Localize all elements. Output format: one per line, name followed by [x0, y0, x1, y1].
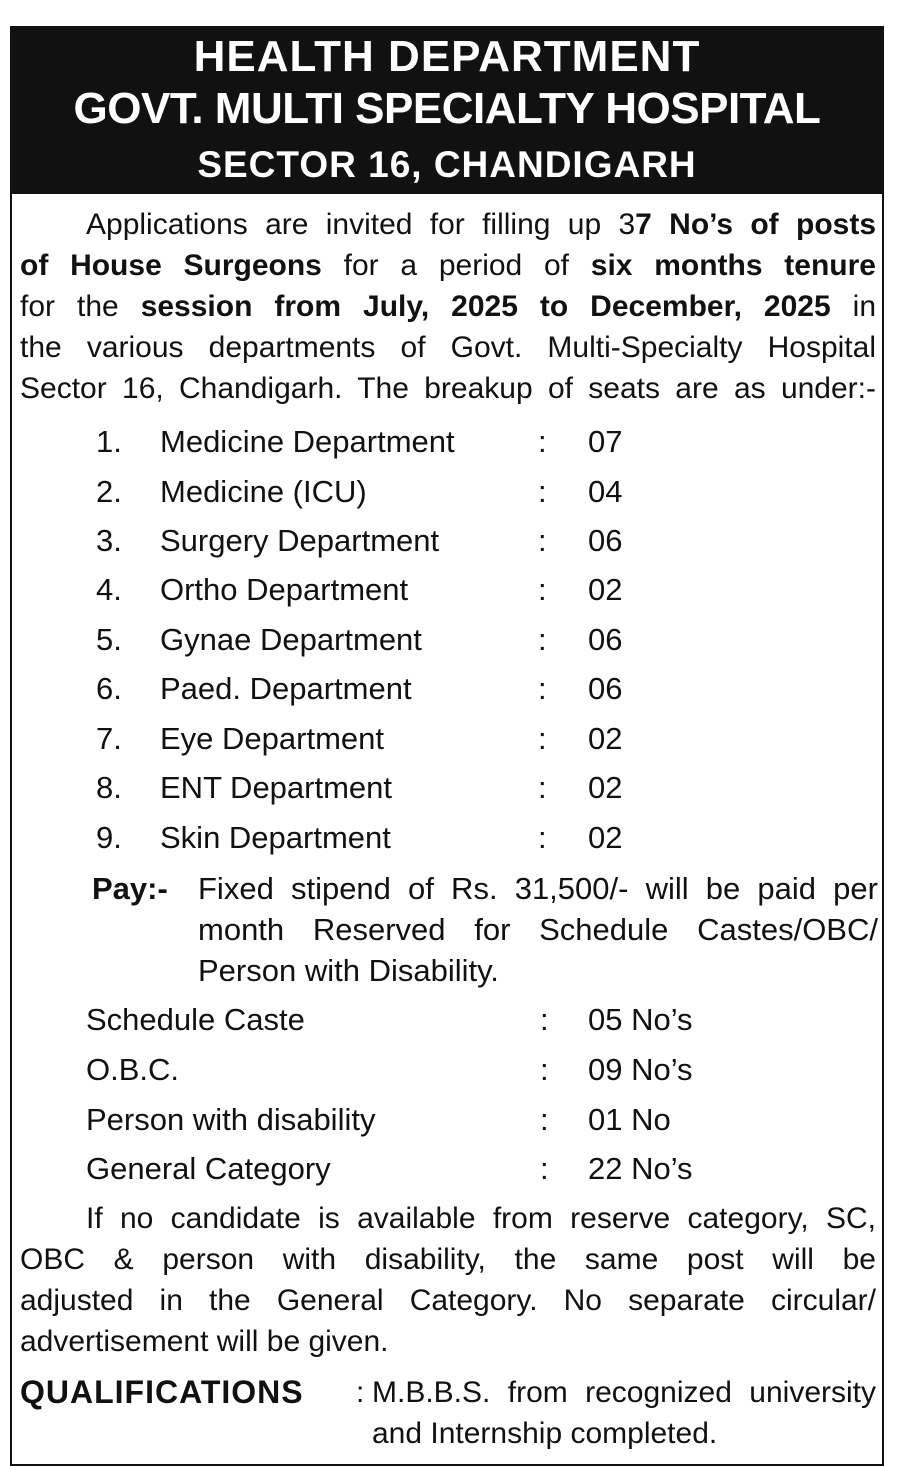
- department-name: Paed. Department: [160, 671, 412, 706]
- department-name: Ortho Department: [160, 572, 409, 607]
- intro-paragraph: [20, 204, 876, 409]
- intro-line-4: the various departments of Govt. Multi-Specialty Hospital: [20, 331, 876, 364]
- department-name: Gynae Department: [160, 622, 422, 657]
- department-name: Medicine (ICU): [160, 474, 367, 509]
- category-name: General Category: [86, 1151, 331, 1186]
- header-location: SECTOR 16, CHANDIGARH: [197, 144, 697, 185]
- intro-line-5: Sector 16, Chandigarh. The breakup of seats are as under:-: [20, 372, 876, 405]
- department-name: Eye Department: [160, 721, 384, 756]
- note-line-2: OBC & person with disability, the same post will be: [20, 1243, 876, 1276]
- note-line-3: adjusted in the General Category. No separate circular/: [20, 1284, 876, 1317]
- pay-label: Pay:-: [92, 871, 168, 906]
- notice-header: [10, 26, 884, 194]
- department-name: Surgery Department: [160, 523, 440, 558]
- intro-line-3: for the session from July, 2025 to December, 2025 in: [20, 290, 877, 323]
- department-name: ENT Department: [160, 770, 393, 805]
- department-name: Medicine Department: [160, 424, 455, 459]
- department-name: Skin Department: [160, 820, 391, 855]
- category-name: O.B.C.: [86, 1052, 180, 1087]
- category-count: 01 No: [588, 1102, 671, 1137]
- note-paragraph: [20, 1198, 876, 1362]
- department-seats: 02: [588, 770, 623, 805]
- department-seats: 02: [588, 572, 623, 607]
- category-count: 22 No’s: [588, 1151, 693, 1186]
- department-seats: 06: [588, 671, 623, 706]
- intro-line-2: of House Surgeons for a period of six months tenure: [20, 249, 876, 282]
- note-line-4: advertisement will be given.: [20, 1325, 389, 1358]
- department-seats: 02: [588, 721, 623, 756]
- pay-text: Fixed stipend of Rs. 31,500/- will be paid per month Reserved for Schedule Castes/OBC/ Person with Disability.: [198, 871, 878, 988]
- department-seats: 02: [588, 820, 623, 855]
- category-count: 05 No’s: [588, 1002, 693, 1037]
- department-seats: 04: [588, 474, 623, 509]
- department-seats: 07: [588, 424, 623, 459]
- qualifications-text: M.B.B.S. from recognized university and Internship completed.: [372, 1376, 876, 1450]
- department-seats: 06: [588, 523, 623, 558]
- category-name: Person with disability: [86, 1102, 376, 1137]
- header-hospital: GOVT. MULTI SPECIALTY HOSPITAL: [73, 84, 821, 133]
- header-department: HEALTH DEPARTMENT: [193, 32, 701, 81]
- category-count: 09 No’s: [588, 1052, 693, 1087]
- intro-line-1: Applications are invited for filling up 37 No’s of posts: [86, 208, 876, 241]
- department-seats: 06: [588, 622, 623, 657]
- note-line-1: If no candidate is available from reserve category, SC,: [86, 1202, 876, 1235]
- qualifications-label: QUALIFICATIONS: [20, 1374, 304, 1410]
- category-name: Schedule Caste: [86, 1002, 305, 1037]
